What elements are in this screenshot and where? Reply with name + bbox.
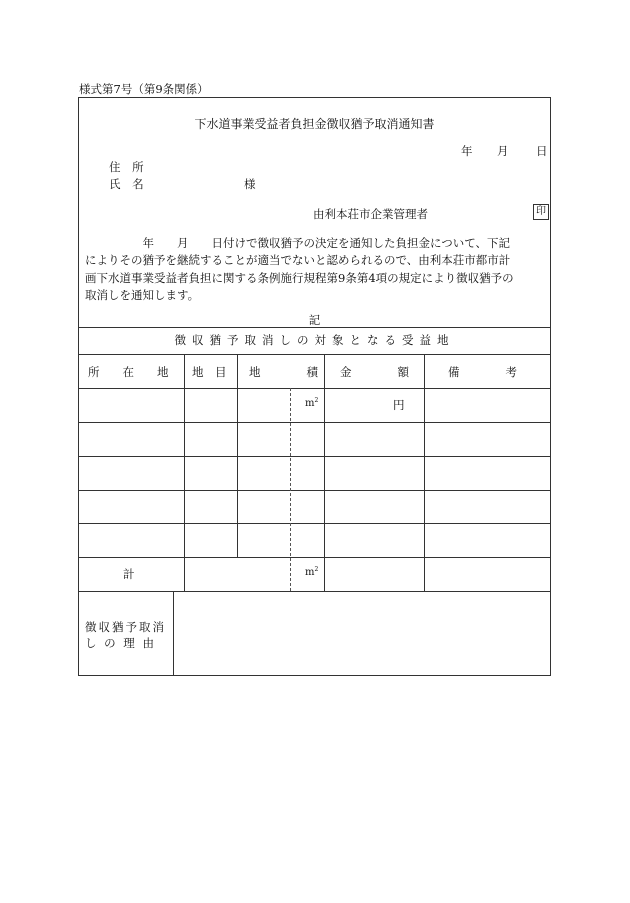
date-month: 月 <box>497 144 509 158</box>
document-title: 下水道事業受益者負担金徴収猶予取消通知書 <box>194 117 435 131</box>
reason-label-line1: 徴収猶予取消 <box>85 620 166 634</box>
divider <box>79 557 550 558</box>
body-line: 画下水道事業受益者負担に関する条例施行規程第9条第4項の規定により徴収猶予の <box>85 270 514 285</box>
address-label: 住 所 <box>109 160 148 174</box>
area-unit: $m^2$ <box>305 397 319 409</box>
col-header-area: 地 積 <box>249 365 318 379</box>
name-label: 氏 名 <box>109 177 148 191</box>
body-line: によりその猶予を継続することが適当でないと認められるので、由利本荘市都市計 <box>85 253 511 268</box>
body-line: 取消しを通知します。 <box>85 288 200 303</box>
total-area-unit: $m^2$ <box>305 566 319 578</box>
col-rule <box>184 354 185 591</box>
col-header-amount: 金 額 <box>340 365 409 379</box>
divider <box>79 523 550 524</box>
col-rule <box>173 591 174 676</box>
col-rule-dashed <box>290 388 291 591</box>
seal-mark: 印 <box>533 204 549 220</box>
total-label: 計 <box>123 567 135 581</box>
divider <box>79 354 550 355</box>
col-header-remarks: 備 考 <box>448 365 517 379</box>
notice-form <box>78 97 551 676</box>
section-title: 徴収猶予取消しの対象となる受益地 <box>174 333 455 347</box>
honorific: 様 <box>244 177 256 191</box>
form-id: 様式第7号（第9条関係） <box>79 82 209 96</box>
col-rule <box>324 354 325 591</box>
ki-heading: 記 <box>308 313 321 327</box>
divider <box>79 388 550 389</box>
col-header-location: 所 在 地 <box>88 365 169 379</box>
issuer: 由利本荘市企業管理者 <box>313 207 428 221</box>
reason-label-line2: し の 理 由 <box>85 636 156 650</box>
yen-unit: 円 <box>393 398 405 412</box>
col-rule <box>424 354 425 591</box>
col-header-land-category: 地 目 <box>192 365 227 379</box>
divider <box>79 327 550 328</box>
divider <box>79 456 550 457</box>
date-day: 日 <box>536 144 548 158</box>
divider <box>79 422 550 423</box>
divider <box>79 490 550 491</box>
divider <box>79 591 550 592</box>
notice-body <box>85 235 547 305</box>
col-rule <box>237 354 238 557</box>
date-year: 年 <box>461 144 473 158</box>
body-line: 年 月 日付けで徴収猶予の決定を通知した負担金について、下記 <box>85 236 511 250</box>
